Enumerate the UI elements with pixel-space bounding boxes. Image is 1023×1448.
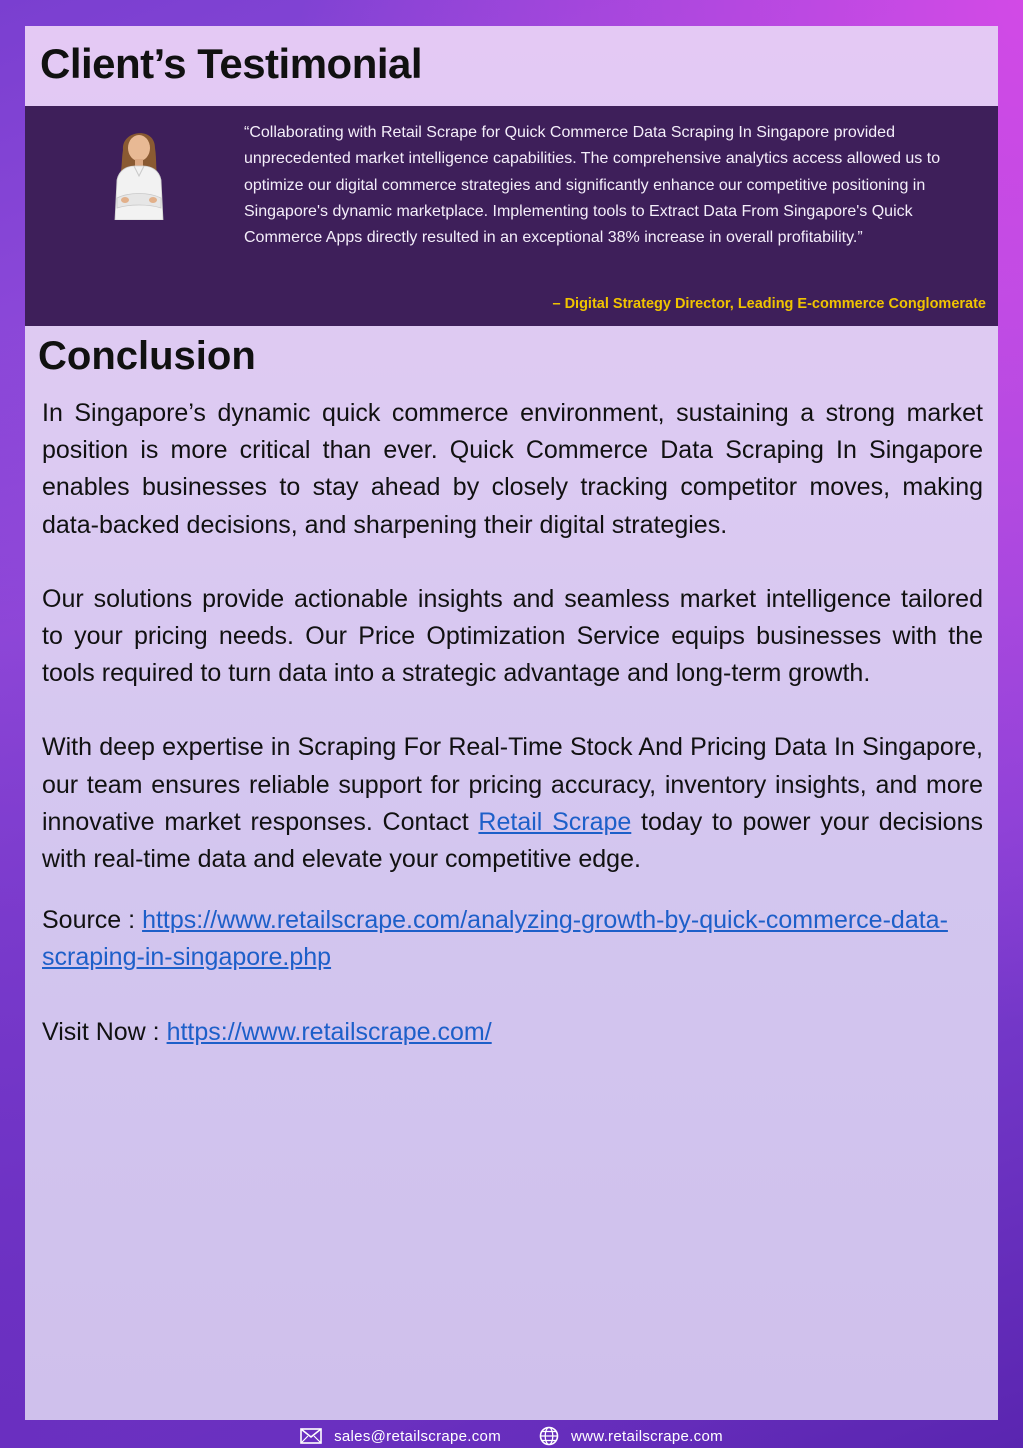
source-label: Source : xyxy=(42,906,143,935)
visit-label: Visit Now : xyxy=(42,1017,167,1046)
conclusion-paragraph-3 xyxy=(42,729,983,878)
footer-email[interactable]: sales@retailscrape.com xyxy=(334,1427,501,1445)
footer-website[interactable]: www.retailscrape.com xyxy=(571,1427,723,1445)
conclusion-paragraph-1: In Singapore’s dynamic quick commerce environment, sustaining a strong market position is more critical than ever. Quick Commerce Data Scraping In Singapore enables businesses to stay ahead by closely tracking competitor moves, making data-backed decisions, and sharpening their digital strategies. xyxy=(42,399,983,539)
paragraph-3-text-after: today to power your decisions with real-time data and elevate your competitive edge. xyxy=(42,807,983,874)
source-line xyxy=(42,902,983,976)
globe-icon xyxy=(539,1426,559,1446)
visit-line xyxy=(42,1014,983,1051)
conclusion-heading: Conclusion xyxy=(38,334,256,378)
testimonial-author: – Digital Strategy Director, Leading E-commerce Conglomerate xyxy=(552,296,986,312)
testimonial-heading: Client’s Testimonial xyxy=(40,40,423,87)
envelope-icon xyxy=(300,1428,322,1444)
testimonial-band xyxy=(25,106,998,326)
conclusion-paragraph-2: Our solutions provide actionable insights and seamless market intelligence tailored to your pricing needs. Our Price Optimization Service equips businesses with the tools required to turn data into a strategic advantage and long-term growth. xyxy=(42,584,983,688)
retail-scrape-link[interactable]: Retail Scrape xyxy=(478,807,632,836)
client-avatar xyxy=(103,120,173,220)
conclusion-body xyxy=(42,395,983,1051)
paragraph-3-text-before: With deep expertise in Scraping For Real-Time Stock And Pricing Data In Singapore, our team ensures reliable support for pricing accuracy, inventory insights, and more innovative market responses. Contact xyxy=(42,733,983,836)
visit-link[interactable]: https://www.retailscrape.com/ xyxy=(166,1017,492,1046)
testimonial-quote: “Collaborating with Retail Scrape for Quick Commerce Data Scraping In Singapore provided unprecedented market intelligence capabilities. The comprehensive analytics access allowed us to optimize our digital commerce strategies and significantly enhance our competitive positioning in Singapore's dynamic marketplace. Implementing tools to Extract Data From Singapore's Quick Commerce Apps directly resulted in an exceptional 38% increase in overall profitability.” xyxy=(244,124,941,247)
content-panel xyxy=(25,26,998,1420)
source-link[interactable]: https://www.retailscrape.com/analyzing-growth-by-quick-commerce-data-scraping-in-singapore.php xyxy=(42,906,948,972)
footer xyxy=(0,1424,1023,1448)
